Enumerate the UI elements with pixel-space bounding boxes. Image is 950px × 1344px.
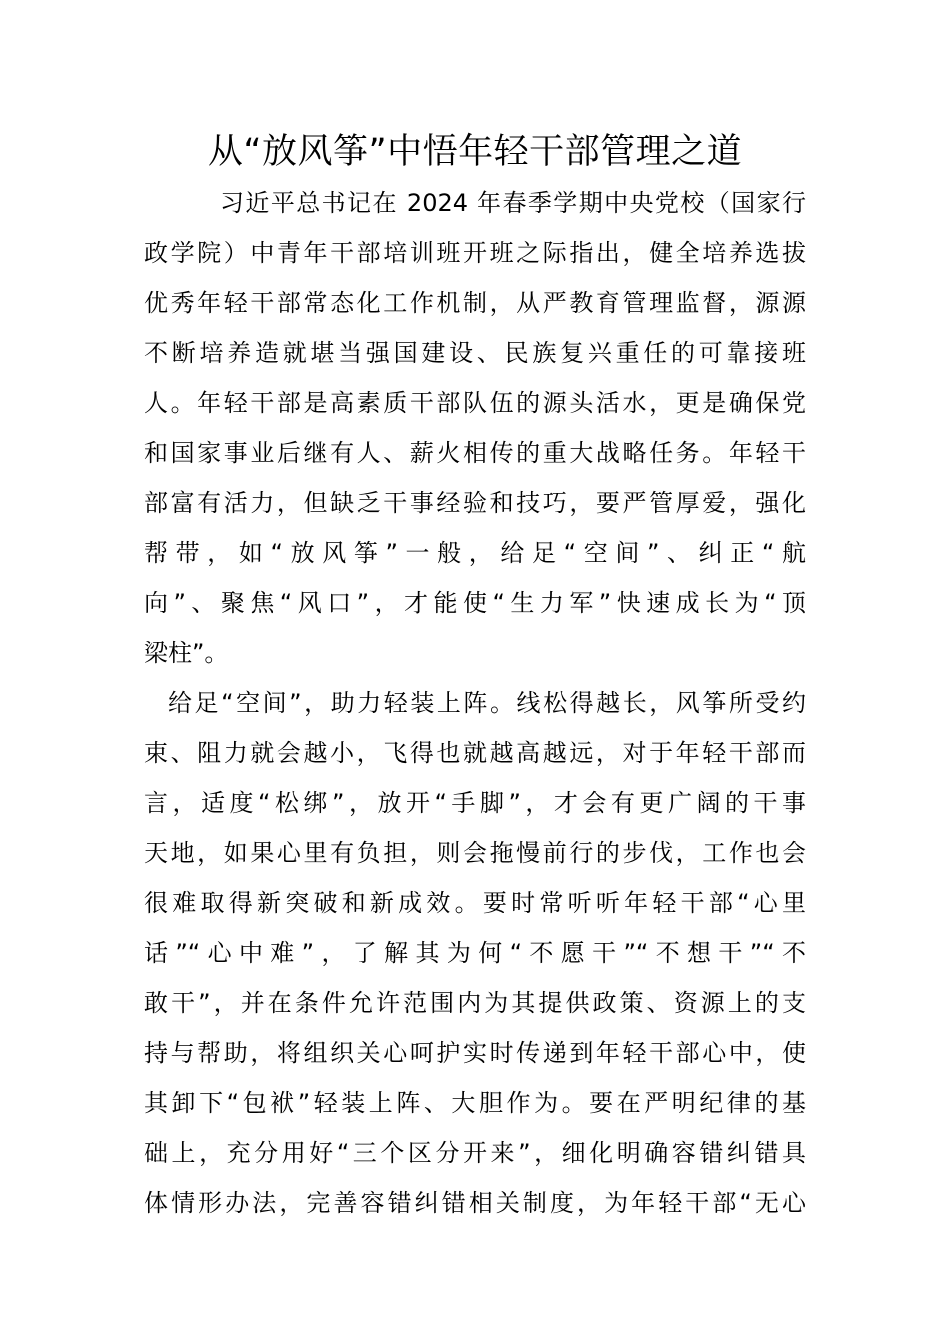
- text-line: 础上，充分用好“三个区分开来”，细化明确容错纠错具: [144, 1139, 806, 1167]
- text-line: 向”、聚焦“风口”，才能使“生力军”快速成长为“顶: [144, 589, 806, 617]
- text-line: 言，适度“松绑”，放开“手脚”，才会有更广阔的干事: [144, 789, 806, 817]
- text-line: 给足“空间”，助力轻装上阵。线松得越长，风筝所受约: [168, 689, 806, 717]
- document-body: [144, 178, 806, 1228]
- text-line: 话”“心中难”，了解其为何“不愿干”“不想干”“不: [144, 939, 806, 967]
- document-title: 从“放风筝”中悟年轻干部管理之道: [207, 132, 743, 172]
- text-line: 部富有活力，但缺乏干事经验和技巧，要严管厚爱，强化: [144, 489, 806, 517]
- text-line: 帮带，如“放风筝”一般，给足“空间”、纠正“航: [144, 539, 806, 567]
- text-line: 持与帮助，将组织关心呵护实时传递到年轻干部心中，使: [144, 1039, 806, 1067]
- text-line: 优秀年轻干部常态化工作机制，从严教育管理监督，源源: [144, 289, 806, 317]
- text-line: 敢干”，并在条件允许范围内为其提供政策、资源上的支: [144, 989, 806, 1017]
- text-line: 很难取得新突破和新成效。要时常听听年轻干部“心里: [144, 889, 806, 917]
- text-line: 天地，如果心里有负担，则会拖慢前行的步伐，工作也会: [144, 839, 806, 867]
- text-line: 人。年轻干部是高素质干部队伍的源头活水，更是确保党: [144, 389, 806, 417]
- text-line: 束、阻力就会越小，飞得也就越高越远，对于年轻干部而: [144, 739, 806, 767]
- text-line: 体情形办法，完善容错纠错相关制度，为年轻干部“无心: [144, 1189, 806, 1217]
- text-line: 习近平总书记在 2024 年春季学期中央党校（国家行: [220, 189, 806, 217]
- text-line: 其卸下“包袱”轻装上阵、大胆作为。要在严明纪律的基: [144, 1089, 806, 1117]
- paragraph-1: [144, 178, 806, 678]
- text-line: 和国家事业后继有人、薪火相传的重大战略任务。年轻干: [144, 439, 806, 467]
- text-line: 政学院）中青年干部培训班开班之际指出，健全培养选拔: [144, 239, 806, 267]
- paragraph-2: [144, 678, 806, 1228]
- text-line: 梁柱”。: [144, 639, 229, 667]
- text-line: 不断培养造就堪当强国建设、民族复兴重任的可靠接班: [144, 339, 806, 367]
